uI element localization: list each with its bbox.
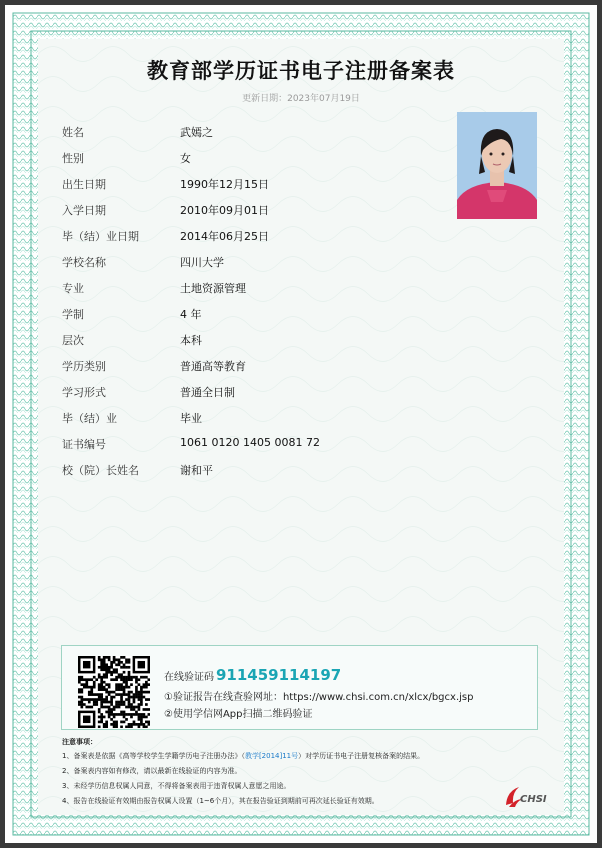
field-row-duration: [62, 306, 422, 326]
note-text: ）对学历证书电子注册复核备案的结果。: [298, 752, 425, 760]
field-label: 性别: [62, 152, 84, 165]
portrait-photo: [457, 112, 537, 219]
verification-code-line: [164, 666, 341, 684]
field-value: 毕业: [180, 412, 202, 425]
field-label: 学习形式: [62, 386, 106, 399]
chsi-logo: [503, 785, 553, 811]
field-row-study-form: [62, 384, 422, 404]
field-label: 校（院）长姓名: [62, 464, 139, 477]
field-row-education-type: [62, 358, 422, 378]
verification-app-line: ②使用学信网App扫描二维码验证: [164, 709, 313, 720]
field-value: 武嫣之: [180, 126, 213, 139]
field-label: 专业: [62, 282, 84, 295]
field-value: 4 年: [180, 308, 202, 321]
field-row-graduation-date: [62, 228, 422, 248]
field-value: 1061 0120 1405 0081 72: [180, 436, 320, 449]
field-label: 证书编号: [62, 438, 106, 451]
note-text: 1、备案表是依据《高等学校学生学籍学历电子注册办法》（: [62, 752, 245, 760]
verification-code-label: 在线验证码: [164, 672, 214, 683]
note-item-4: 4、报告在线验证有效期由报告权属人设置（1~6个月），其在报告验证到期前可再次延长验证有效期。: [62, 797, 379, 805]
field-row-major: [62, 280, 422, 300]
field-label: 毕（结）业日期: [62, 230, 139, 243]
update-label: 更新日期：: [242, 94, 288, 104]
field-row-name: [62, 124, 422, 144]
field-value: 土地资源管理: [180, 282, 246, 295]
field-label: 学历类别: [62, 360, 106, 373]
notes-heading: 注意事项：: [62, 738, 97, 746]
notes-section: [62, 737, 424, 811]
field-row-gender: [62, 150, 422, 170]
field-row-birth-date: [62, 176, 422, 196]
note-item-1: [62, 751, 424, 766]
field-label: 学制: [62, 308, 84, 321]
field-label: 入学日期: [62, 204, 106, 217]
field-label: 姓名: [62, 126, 84, 139]
online-verification-box: [61, 645, 538, 730]
chsi-logo-text: CHSI: [520, 794, 547, 805]
field-value: 1990年12月15日: [180, 178, 269, 191]
field-row-certificate-number: [62, 436, 422, 456]
update-date: 2023年07月19日: [287, 94, 360, 104]
field-row-level: [62, 332, 422, 352]
field-label: 出生日期: [62, 178, 106, 191]
field-value: 谢和平: [180, 464, 213, 477]
field-label: 学校名称: [62, 256, 106, 269]
field-label: 层次: [62, 334, 84, 347]
registration-form-page: [5, 5, 597, 843]
field-row-enrollment-date: [62, 202, 422, 222]
field-value: 2014年06月25日: [180, 230, 269, 243]
field-value: 2010年09月01日: [180, 204, 269, 217]
field-value: 本科: [180, 334, 202, 347]
field-value: 普通高等教育: [180, 360, 246, 373]
field-row-school: [62, 254, 422, 274]
note-item-2: 2、备案表内容如有修改，请以最新在线验证的内容为准。: [62, 767, 242, 775]
field-row-completion: [62, 410, 422, 430]
field-value: 四川大学: [180, 256, 224, 269]
field-value: 普通全日制: [180, 386, 235, 399]
field-label: 毕（结）业: [62, 412, 117, 425]
document-title: 教育部学历证书电子注册备案表: [147, 59, 455, 83]
field-row-president: [62, 462, 422, 482]
note-item-3: 3、未经学历信息权属人同意，不得将备案表用于违背权属人意愿之用途。: [62, 782, 291, 790]
qr-code-icon[interactable]: [78, 656, 150, 728]
update-date-line: [5, 91, 597, 104]
regulation-link[interactable]: 教学[2014]11号: [244, 752, 299, 760]
verification-url-line: ①验证报告在线查验网址：https://www.chsi.com.cn/xlcx/bgcx.jsp: [164, 692, 474, 703]
verification-code: 911459114197: [216, 666, 342, 684]
field-value: 女: [180, 152, 191, 165]
